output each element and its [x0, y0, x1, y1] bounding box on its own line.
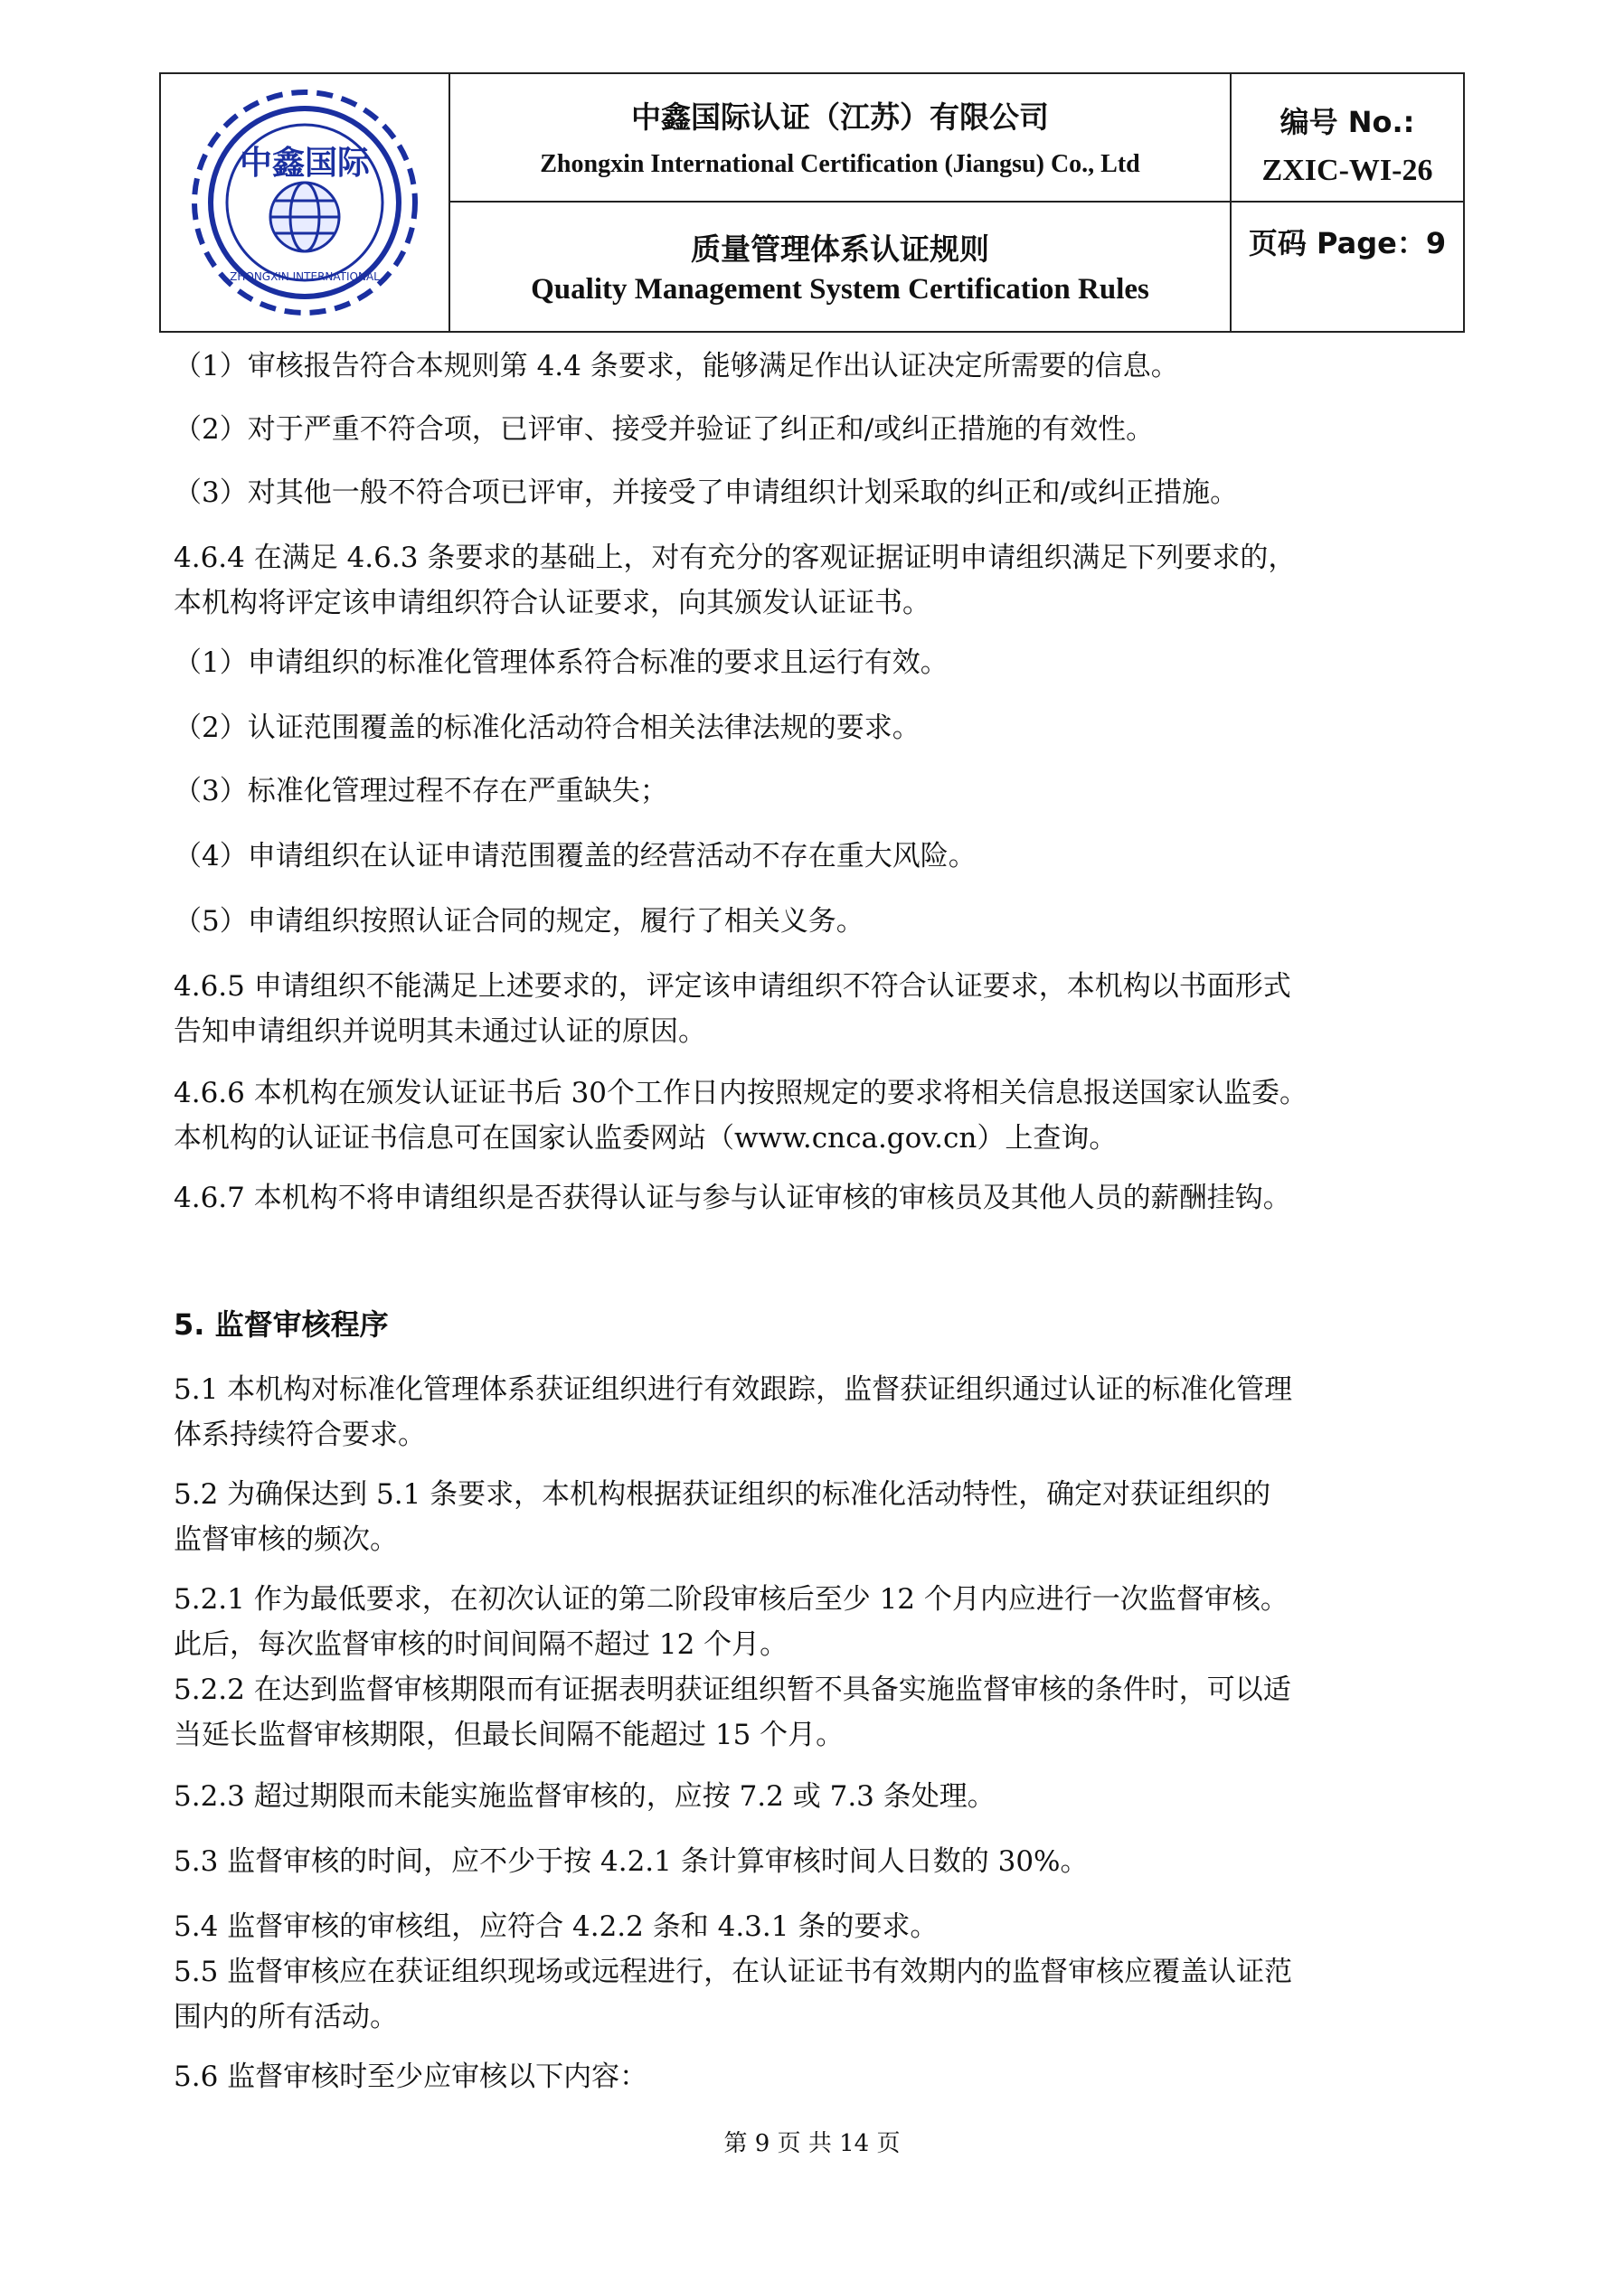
company-name-en: Zhongxin International Certification (Jiangsu) Co., Ltd [540, 150, 1140, 178]
document-number-label: 编号 No.: [1279, 105, 1415, 139]
document-title-cn: 质量管理体系认证规则 [691, 231, 989, 267]
document-title-en: Quality Management System Certification Rules [531, 273, 1149, 306]
document-header [159, 72, 1465, 333]
paragraph: （5）申请组织按照认证合同的规定，履行了相关义务。 [174, 905, 864, 938]
logo-cell [161, 74, 450, 331]
paragraph: 4.6.7 本机构不将申请组织是否获得认证与参与认证审核的审核员及其他人员的薪酬挂钩。 [174, 1182, 1291, 1214]
page-footer: 第 9 页 共 14 页 [723, 2130, 901, 2157]
paragraph: 4.6.6 本机构在颁发认证证书后 30个工作日内按照规定的要求将相关信息报送国家认监委。 本机构的认证证书信息可在国家认监委网站（www.cnca.gov.cn）上查询。 [174, 1077, 1308, 1155]
paragraph: 5.2 为确保达到 5.1 条要求，本机构根据获证组织的标准化活动特性，确定对获证组织的 监督审核的频次。 [174, 1478, 1271, 1556]
paragraph: 4.6.4 在满足 4.6.3 条要求的基础上，对有充分的客观证据证明申请组织满足下列要求的， 本机构将评定该申请组织符合认证要求，向其颁发认证证书。 [174, 542, 1297, 619]
paragraph: 5.4 监督审核的审核组，应符合 4.2.2 条和 4.3.1 条的要求。 5.5 监督审核应在获证组织现场或远程进行，在认证证书有效期内的监督审核应覆盖认证范 围内的所有活动。 [174, 1910, 1293, 2033]
section-heading: 5. 监督审核程序 [174, 1307, 389, 1342]
page-number-cell [1232, 203, 1463, 331]
paragraph: （4）申请组织在认证申请范围覆盖的经营活动不存在重大风险。 [174, 840, 977, 872]
company-logo [174, 83, 436, 322]
company-name-cell [450, 74, 1232, 203]
paragraph: （1）审核报告符合本规则第 4.4 条要求，能够满足作出认证决定所需要的信息。 [174, 350, 1179, 382]
paragraph: 5.2.1 作为最低要求，在初次认证的第二阶段审核后至少 12 个月内应进行一次监督审核。 此后，每次监督审核的时间间隔不超过 12 个月。 5.2.2 在达到监督审核期限而有证据表明获证组织暂不具备实施监督审核的条件时，可以适 当延长监督审核期限，但最长间隔不能超过 15 个月。 [174, 1583, 1291, 1751]
document-title-cell [450, 203, 1232, 331]
paragraph: 5.3 监督审核的时间，应不少于按 4.2.1 条计算审核时间人日数的 30%。 [174, 1845, 1089, 1878]
document-number-cell [1232, 74, 1463, 203]
paragraph: （2）认证范围覆盖的标准化活动符合相关法律法规的要求。 [174, 712, 921, 744]
paragraph: （1）申请组织的标准化管理体系符合标准的要求且运行有效。 [174, 646, 949, 679]
company-name-cn: 中鑫国际认证（江苏）有限公司 [631, 99, 1049, 135]
page-number-label: 页码 Page：9 [1248, 226, 1447, 260]
document-number-value: ZXIC-WI-26 [1261, 154, 1433, 187]
paragraph: 5.2.3 超过期限而未能实施监督审核的，应按 7.2 或 7.3 条处理。 [174, 1780, 996, 1813]
paragraph: 5.6 监督审核时至少应审核以下内容： [174, 2060, 648, 2093]
paragraph: （2）对于严重不符合项，已评审、接受并验证了纠正和/或纠正措施的有效性。 [174, 413, 1155, 446]
logo-text-cn: 中鑫国际 [239, 145, 371, 182]
logo-text-en: ZHONGXIN INTERNATIONAL [230, 270, 380, 283]
paragraph: 5.1 本机构对标准化管理体系获证组织进行有效跟踪，监督获证组织通过认证的标准化管理 体系持续符合要求。 [174, 1373, 1293, 1451]
globe-icon [270, 183, 339, 251]
paragraph: （3）对其他一般不符合项已评审，并接受了申请组织计划采取的纠正和/或纠正措施。 [174, 476, 1239, 509]
paragraph: 4.6.5 申请组织不能满足上述要求的，评定该申请组织不符合认证要求，本机构以书面形式 告知申请组织并说明其未通过认证的原因。 [174, 970, 1291, 1048]
paragraph: （3）标准化管理过程不存在严重缺失； [174, 775, 668, 807]
